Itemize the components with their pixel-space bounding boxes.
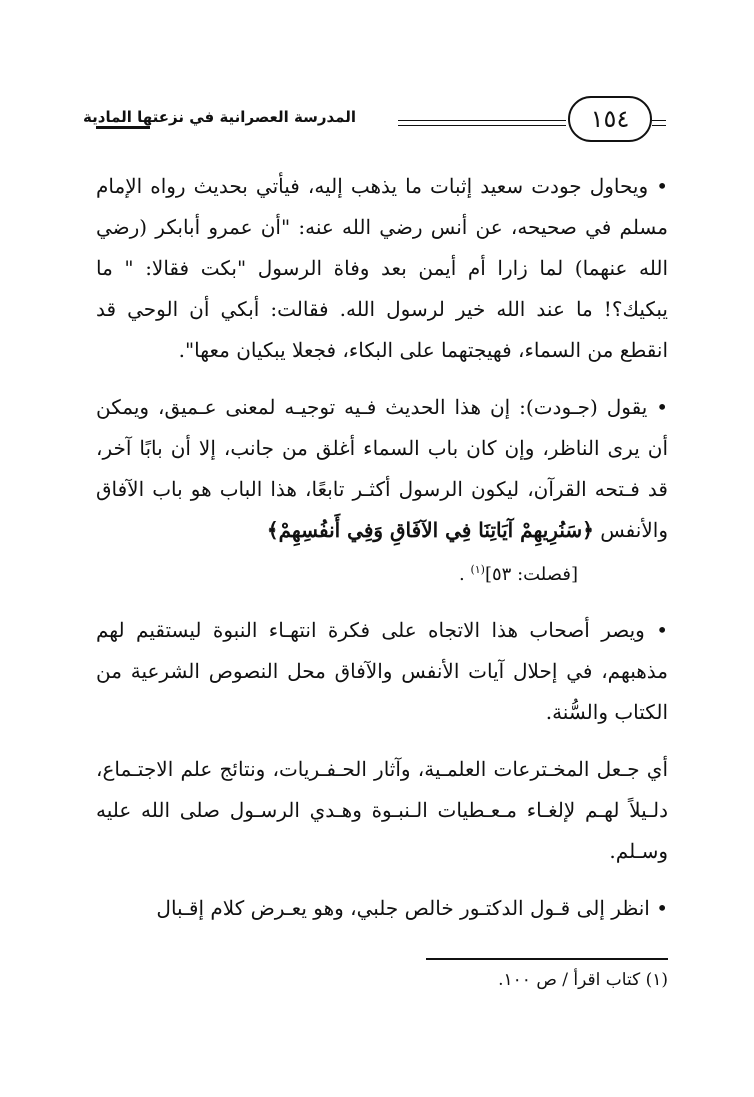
footnote-separator — [426, 958, 668, 960]
footnote: (١) كتاب اقرأ / ص ١٠٠. — [498, 970, 668, 990]
running-title: المدرسة العصرانية في نزعتها المادية — [83, 108, 356, 126]
header-rule-double-top — [398, 120, 566, 121]
footnote-marker: (١) — [470, 563, 485, 576]
paragraph-3: • ويصر أصحاب هذا الاتجاه على فكرة انتهـاء النبوة ليستقيم لهم مذهبهم، في إحلال آيات الأنفس والآفاق محل النصوص الشرعية من الكتاب والسُّنة. — [96, 618, 668, 724]
page-header — [83, 96, 666, 152]
header-rule-left — [96, 126, 150, 129]
header-rule-tail-top — [652, 120, 666, 121]
header-rule-tail-bottom — [652, 125, 666, 126]
main-text — [96, 166, 668, 929]
paragraph-4: أي جـعل المخـترعات العلمـية، وآثار الحـفـريات، ونتائج علم الاجتـماع، دلـيلاً لهـم لإلغـاء مـعـطيات الـنبـوة وهـدي الرسـول صلى الله عليه وسـلم. — [96, 757, 668, 863]
paragraph-2 — [96, 387, 668, 551]
paragraph-1: • ويحاول جودت سعيد إثبات ما يذهب إليه، فيأتي بحديث رواه الإمام مسلم في صحيحه، عن أنس رضي الله عنه: "أن عمرو أبابكر (رضي الله عنهما) لما زارا أم أيمن بعد وفاة الرسول "بكت فقالا: " ما يبكيك؟! ما عند الله خير لرسول الله. فقالت: أبكي أن الوحي قد انقطع من السماء، فهيجتهما على البكاء، فجعلا يبكيان معها". — [96, 174, 668, 362]
header-rule-double-bottom — [398, 125, 566, 126]
paragraph-2-text: • يقول (جـودت): إن هذا الحديث فـيه توجيـه لمعنى عـميق، ويمكن أن يرى الناظر، وإن كان باب السماء أغلق من جانب، إلا أن بابًا آخر، قد فـتحه القرآن، ليكون الرسول أكثـر تابعًا، هذا الباب هو باب الآفاق والأنفس — [96, 395, 668, 542]
quran-verse: ﴿سَنُرِيهِمْ آيَاتِنَا فِي الآفَاقِ وَفِي أَنفُسِهِمْ﴾ — [266, 518, 594, 542]
verse-reference: [فصلت: ٥٣] — [484, 564, 578, 585]
verse-reference-line: [فصلت: ٥٣]$^{(١)}$ . — [459, 563, 578, 585]
paragraph-5: • انظر إلى قـول الدكتـور خالص جلبي، وهو يعـرض كلام إقـبال — [156, 896, 668, 920]
page-number: ١٥٤ — [568, 96, 652, 142]
